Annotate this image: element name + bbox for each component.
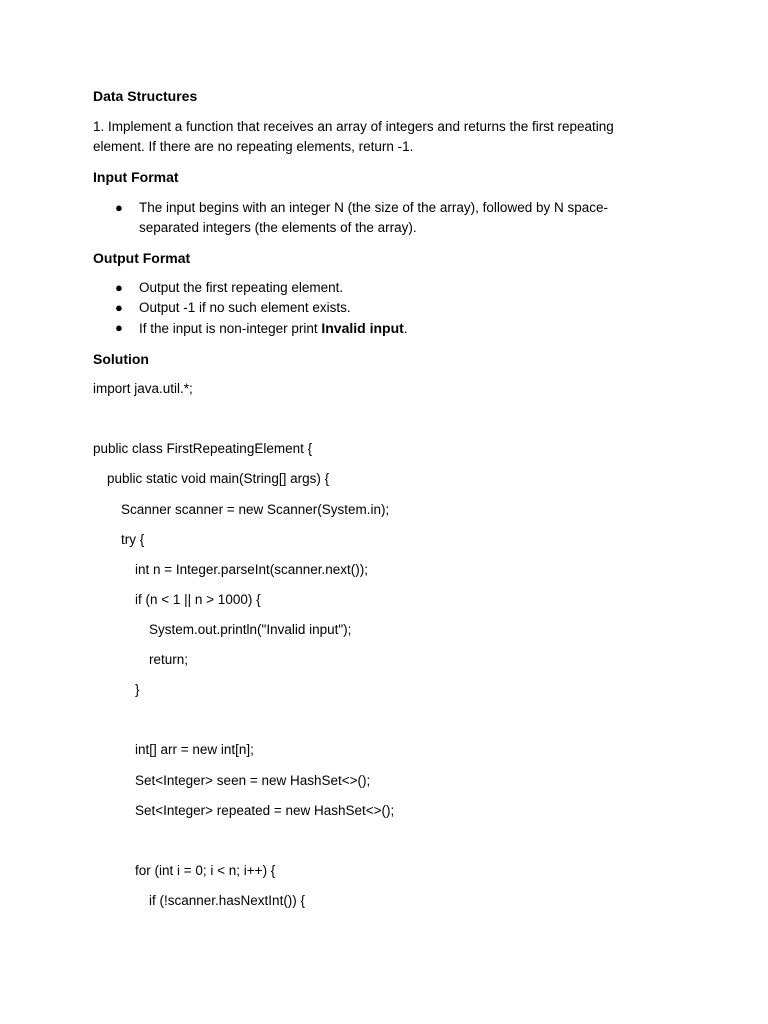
list-item: ● Output the first repeating element. <box>93 278 663 298</box>
solution-heading: Solution <box>93 351 149 367</box>
code-line: import java.util.*; <box>93 381 193 396</box>
code-line: Scanner scanner = new Scanner(System.in); <box>121 502 390 517</box>
bullet-icon: ● <box>115 280 123 295</box>
code-line: System.out.println("Invalid input"); <box>149 622 352 637</box>
list-item: ● If the input is non-integer print Invalid input. <box>115 320 408 336</box>
code-line: Set<Integer> repeated = new HashSet<>(); <box>135 803 395 818</box>
section-title: Data Structures <box>93 88 198 104</box>
code-line: for (int i = 0; i < n; i++) { <box>135 863 276 878</box>
bullet-icon: ● <box>115 320 123 335</box>
list-item: ● The input begins with an integer N (the size of the array), followed by N space-separated integers (the elements of the array). <box>115 200 608 235</box>
list-item: ● Output -1 if no such element exists. <box>93 298 663 318</box>
output-format-heading: Output Format <box>93 250 191 266</box>
question-text: 1. Implement a function that receives an array of integers and returns the first repeating element. If there are no repeating elements, return -1. <box>93 119 614 154</box>
code-line: try { <box>121 532 145 547</box>
code-line: } <box>135 682 140 697</box>
code-line: if (n < 1 || n > 1000) { <box>135 592 261 607</box>
output-format-list <box>93 278 663 339</box>
invalid-input-emphasis: Invalid input <box>321 320 404 336</box>
bullet-icon: ● <box>115 200 123 215</box>
code-line: Set<Integer> seen = new HashSet<>(); <box>135 773 371 788</box>
bullet-icon: ● <box>115 300 123 315</box>
code-line: if (!scanner.hasNextInt()) { <box>149 893 306 908</box>
code-line: return; <box>149 652 189 667</box>
code-line: public static void main(String[] args) { <box>107 471 330 486</box>
code-line: public class FirstRepeatingElement { <box>93 441 313 456</box>
code-line: int[] arr = new int[n]; <box>135 742 254 757</box>
input-format-list <box>93 198 663 238</box>
code-line: int n = Integer.parseInt(scanner.next()); <box>135 562 369 577</box>
input-format-heading: Input Format <box>93 169 179 185</box>
